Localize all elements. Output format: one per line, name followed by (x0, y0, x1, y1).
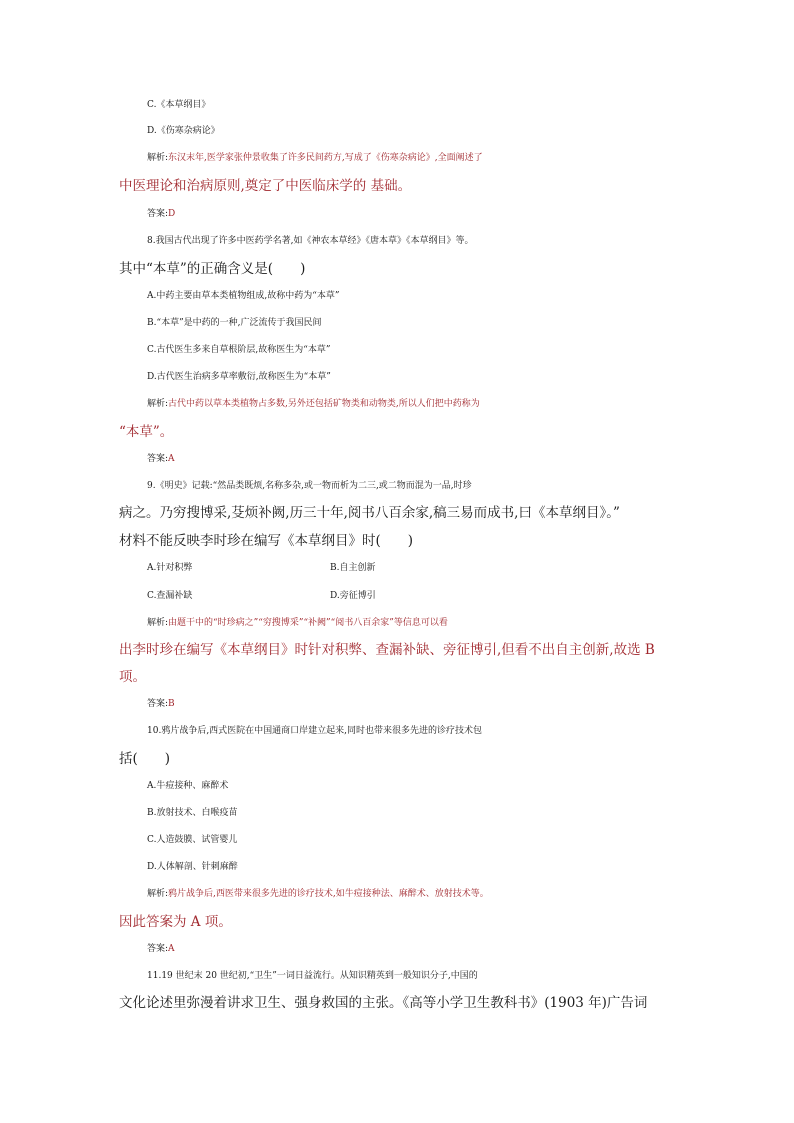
q7-explanation-line-2: 中医理论和治病原则,奠定了中医临床学的 基础。 (119, 178, 412, 194)
q8-option-d: D.古代医生治病多草率敷衍,故称医生为“本草” (147, 372, 331, 382)
q10-option-a: A.牛痘接种、麻醉术 (147, 781, 229, 791)
q10-stem-line-2: 括( ) (119, 751, 171, 767)
q8-option-c: C.古代医生多来自草根阶层,故称医生为“本草” (147, 345, 331, 355)
answer-value: A (168, 454, 175, 464)
explanation-label: 解析: (147, 153, 169, 163)
q9-option-a: A.针对积弊 (147, 563, 193, 573)
q8-option-b: B.“本草”是中药的一种,广泛流传于我国民间 (147, 318, 322, 328)
q9-stem-line-2: 病之。乃穷搜博采,芟烦补阙,历三十年,阅书八百余家,稿三易而成书,曰《本草纲目》。” (119, 505, 620, 521)
answer-label: 答案: (147, 209, 169, 219)
q7-explanation-line-1 (147, 148, 707, 168)
q9-option-b: B.自主创新 (330, 563, 376, 573)
q10-explanation-line-2: 因此答案为 A 项。 (119, 914, 232, 930)
q9-explanation-line-1 (147, 613, 707, 633)
q9-options-row-1 (147, 558, 707, 578)
explanation-text: 鸦片战争后,西医带来很多先进的诊疗技术,如牛痘接种法、麻醉术、放射技术等。 (168, 889, 489, 899)
q10-answer (147, 939, 707, 959)
q10-explanation-line-1 (147, 884, 707, 904)
q9-stem-line-3: 材料不能反映李时珍在编写《本草纲目》时( ) (119, 533, 414, 549)
q9-options-row-2 (147, 586, 707, 606)
answer-label: 答案: (147, 699, 169, 709)
q8-stem-line-2: 其中“本草”的正确含义是( ) (119, 261, 306, 277)
q8-answer (147, 449, 707, 469)
q8-option-a: A.中药主要由草本类植物组成,故称中药为“本草” (147, 291, 340, 301)
explanation-label: 解析: (147, 889, 169, 899)
q10-option-b: B.放射技术、白喉疫苗 (147, 808, 238, 818)
q8-explanation-line-1 (147, 394, 707, 414)
q11-stem-line-2: 文化论述里弥漫着讲求卫生、强身救国的主张。《高等小学卫生教科书》(1903 年)广告词 (119, 995, 648, 1011)
q9-option-c: C.查漏补缺 (147, 591, 193, 601)
answer-label: 答案: (147, 454, 169, 464)
explanation-label: 解析: (147, 618, 169, 628)
q9-answer (147, 694, 707, 714)
explanation-text: 东汉末年,医学家张仲景收集了许多民间药方,写成了《伤寒杂病论》,全面阐述了 (168, 153, 483, 163)
q8-explanation-line-2: “本草”。 (119, 424, 174, 440)
q9-explanation-line-2: 出李时珍在编写《本草纲目》时针对积弊、查漏补缺、旁征博引,但看不出自主创新,故选 B (119, 642, 655, 658)
q7-option-d: D.《伤寒杂病论》 (147, 126, 220, 136)
q10-stem-line-1: 10.鸦片战争后,西式医院在中国通商口岸建立起来,同时也带来很多先进的诊疗技术包 (147, 726, 483, 736)
answer-label: 答案: (147, 944, 169, 954)
q9-explanation-line-3: 项。 (119, 669, 146, 685)
q7-answer (147, 204, 707, 224)
explanation-text: 古代中药以草本类植物占多数,另外还包括矿物类和动物类,所以人们把中药称为 (168, 399, 480, 409)
q10-option-c: C.人造鼓膜、试管婴儿 (147, 835, 238, 845)
q8-stem-line-1: 8.我国古代出现了许多中医药学名著,如《神农本草经》《唐本草》《本草纲目》等。 (147, 236, 474, 246)
explanation-text: 由题干中的“时珍病之”“穷搜博采”“补阙”“阅书八百余家”等信息可以看 (168, 618, 448, 628)
q9-stem-line-1: 9.《明史》记载:“然品类既烦,名称多杂,或一物而析为二三,或二物而混为一品,时珍 (147, 481, 472, 491)
q11-stem-line-1: 11.19 世纪末 20 世纪初,“卫生”一词日益流行。从知识精英到一般知识分子,中国的 (147, 971, 478, 981)
answer-value: D (168, 209, 176, 219)
explanation-label: 解析: (147, 399, 169, 409)
q10-option-d: D.人体解剖、针刺麻醉 (147, 862, 238, 872)
answer-value: B (168, 699, 175, 709)
q9-option-d: D.旁征博引 (330, 591, 376, 601)
answer-value: A (168, 944, 175, 954)
q7-option-c: C.《本草纲目》 (147, 100, 211, 110)
